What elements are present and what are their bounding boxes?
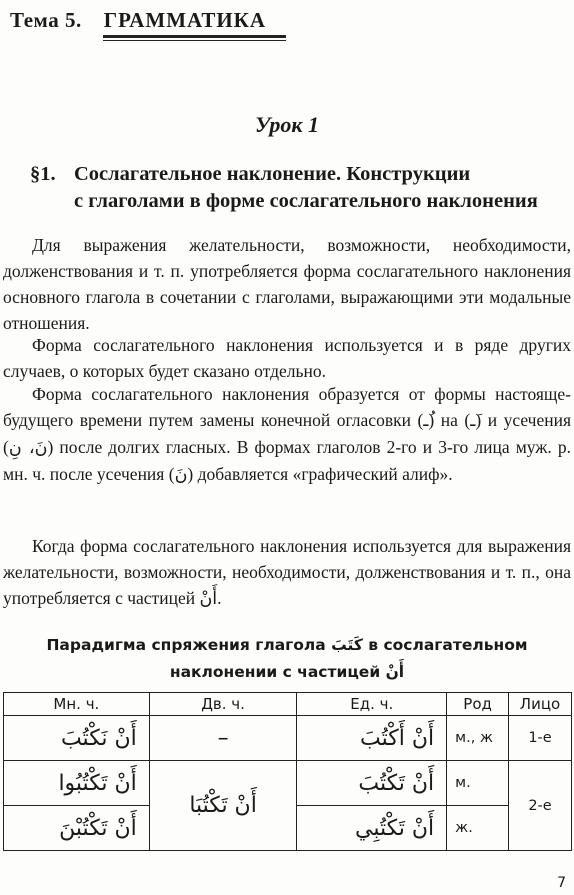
paradigm-table bbox=[3, 692, 572, 851]
column-header: Лицо bbox=[509, 693, 572, 716]
singular-form: أَنْ أَكْتُبَ bbox=[297, 716, 447, 761]
nun-endings: نَ، نِ bbox=[8, 438, 48, 458]
section-number: §1. bbox=[30, 163, 56, 185]
paradigm-verb: كَتَبَ bbox=[331, 636, 363, 654]
table-header-row bbox=[4, 693, 572, 716]
person-cell: 1-е bbox=[509, 716, 572, 761]
column-header: Ед. ч. bbox=[297, 693, 447, 716]
paragraph-1: Для выражения желательности, возможности, необходимости, долженствования и т. п. употребляется форма сослагательного наклонения основного глагола в сочетании с глаголами, выражающими эти модальные отношения. bbox=[3, 235, 571, 333]
column-header: Мн. ч. bbox=[4, 693, 150, 716]
chapter-title: ГРАММАТИКА bbox=[103, 8, 267, 32]
lesson-heading: Урок 1 bbox=[254, 112, 320, 137]
theme-label: Тема 5. bbox=[10, 8, 82, 32]
section-title-line1: Сослагательное наклонение. Конструкции bbox=[74, 163, 471, 185]
dual-form: – bbox=[149, 716, 297, 761]
particle-an: أَنْ bbox=[199, 589, 218, 609]
paradigm-particle: أَنْ bbox=[385, 663, 405, 681]
paragraph-4: Когда форма сослагательного наклонения используется для выражения желательности, возможности, необходимости, долженствования и т. п., она употребляется с частицей أَنْ. bbox=[3, 536, 571, 609]
paragraph-3: Форма сослагательного наклонения образуется от формы настояще-будущего времени путем замены конечной огласовки (ُـ) на (َـ) и усечения (نَ، نِ) после долгих гласных. В формах глаголов 2-го и 3-го лица муж. р. мн. ч. после усечения (نَ) добавляется «графический алиф». bbox=[3, 384, 571, 485]
fatha-mark: َـ bbox=[470, 411, 476, 431]
person-cell: 2-е bbox=[509, 761, 572, 851]
gender-cell: ж. bbox=[447, 806, 509, 851]
gender-cell: м. bbox=[447, 761, 509, 806]
singular-form: أَنْ تَكْتُبِي bbox=[297, 806, 447, 851]
chapter-header bbox=[10, 8, 266, 33]
singular-form: أَنْ تَكْتُبَ bbox=[297, 761, 447, 806]
plural-form: أَنْ نَكْتُبَ bbox=[4, 716, 150, 761]
section-title-line2: с глаголами в форме сослагательного наклонения bbox=[74, 190, 538, 212]
gender-cell: м., ж bbox=[447, 716, 509, 761]
column-header: Род bbox=[447, 693, 509, 716]
section-heading bbox=[30, 161, 560, 215]
damma-mark: ُـ bbox=[423, 411, 429, 431]
plural-form: أَنْ تَكْتُبْنَ bbox=[4, 806, 150, 851]
title-underline-thick bbox=[103, 35, 286, 38]
paradigm-title: Парадигма спряжения глагола كَتَبَ в сослагательном наклонении с частицей أَنْ bbox=[46, 636, 528, 681]
page-number: 7 bbox=[557, 875, 566, 891]
dual-form: أَنْ تَكْتُبَا bbox=[149, 761, 297, 851]
title-underline-thin bbox=[103, 40, 286, 41]
plural-form: أَنْ تَكْتُبُوا bbox=[4, 761, 150, 806]
nun-ending: نَ bbox=[174, 465, 188, 485]
table-row bbox=[4, 716, 572, 761]
paragraph-2: Форма сослагательного наклонения используется и в ряде других случаев, о которых будет сказано отдельно. bbox=[3, 335, 571, 381]
table-row bbox=[4, 761, 572, 806]
column-header: Дв. ч. bbox=[149, 693, 297, 716]
